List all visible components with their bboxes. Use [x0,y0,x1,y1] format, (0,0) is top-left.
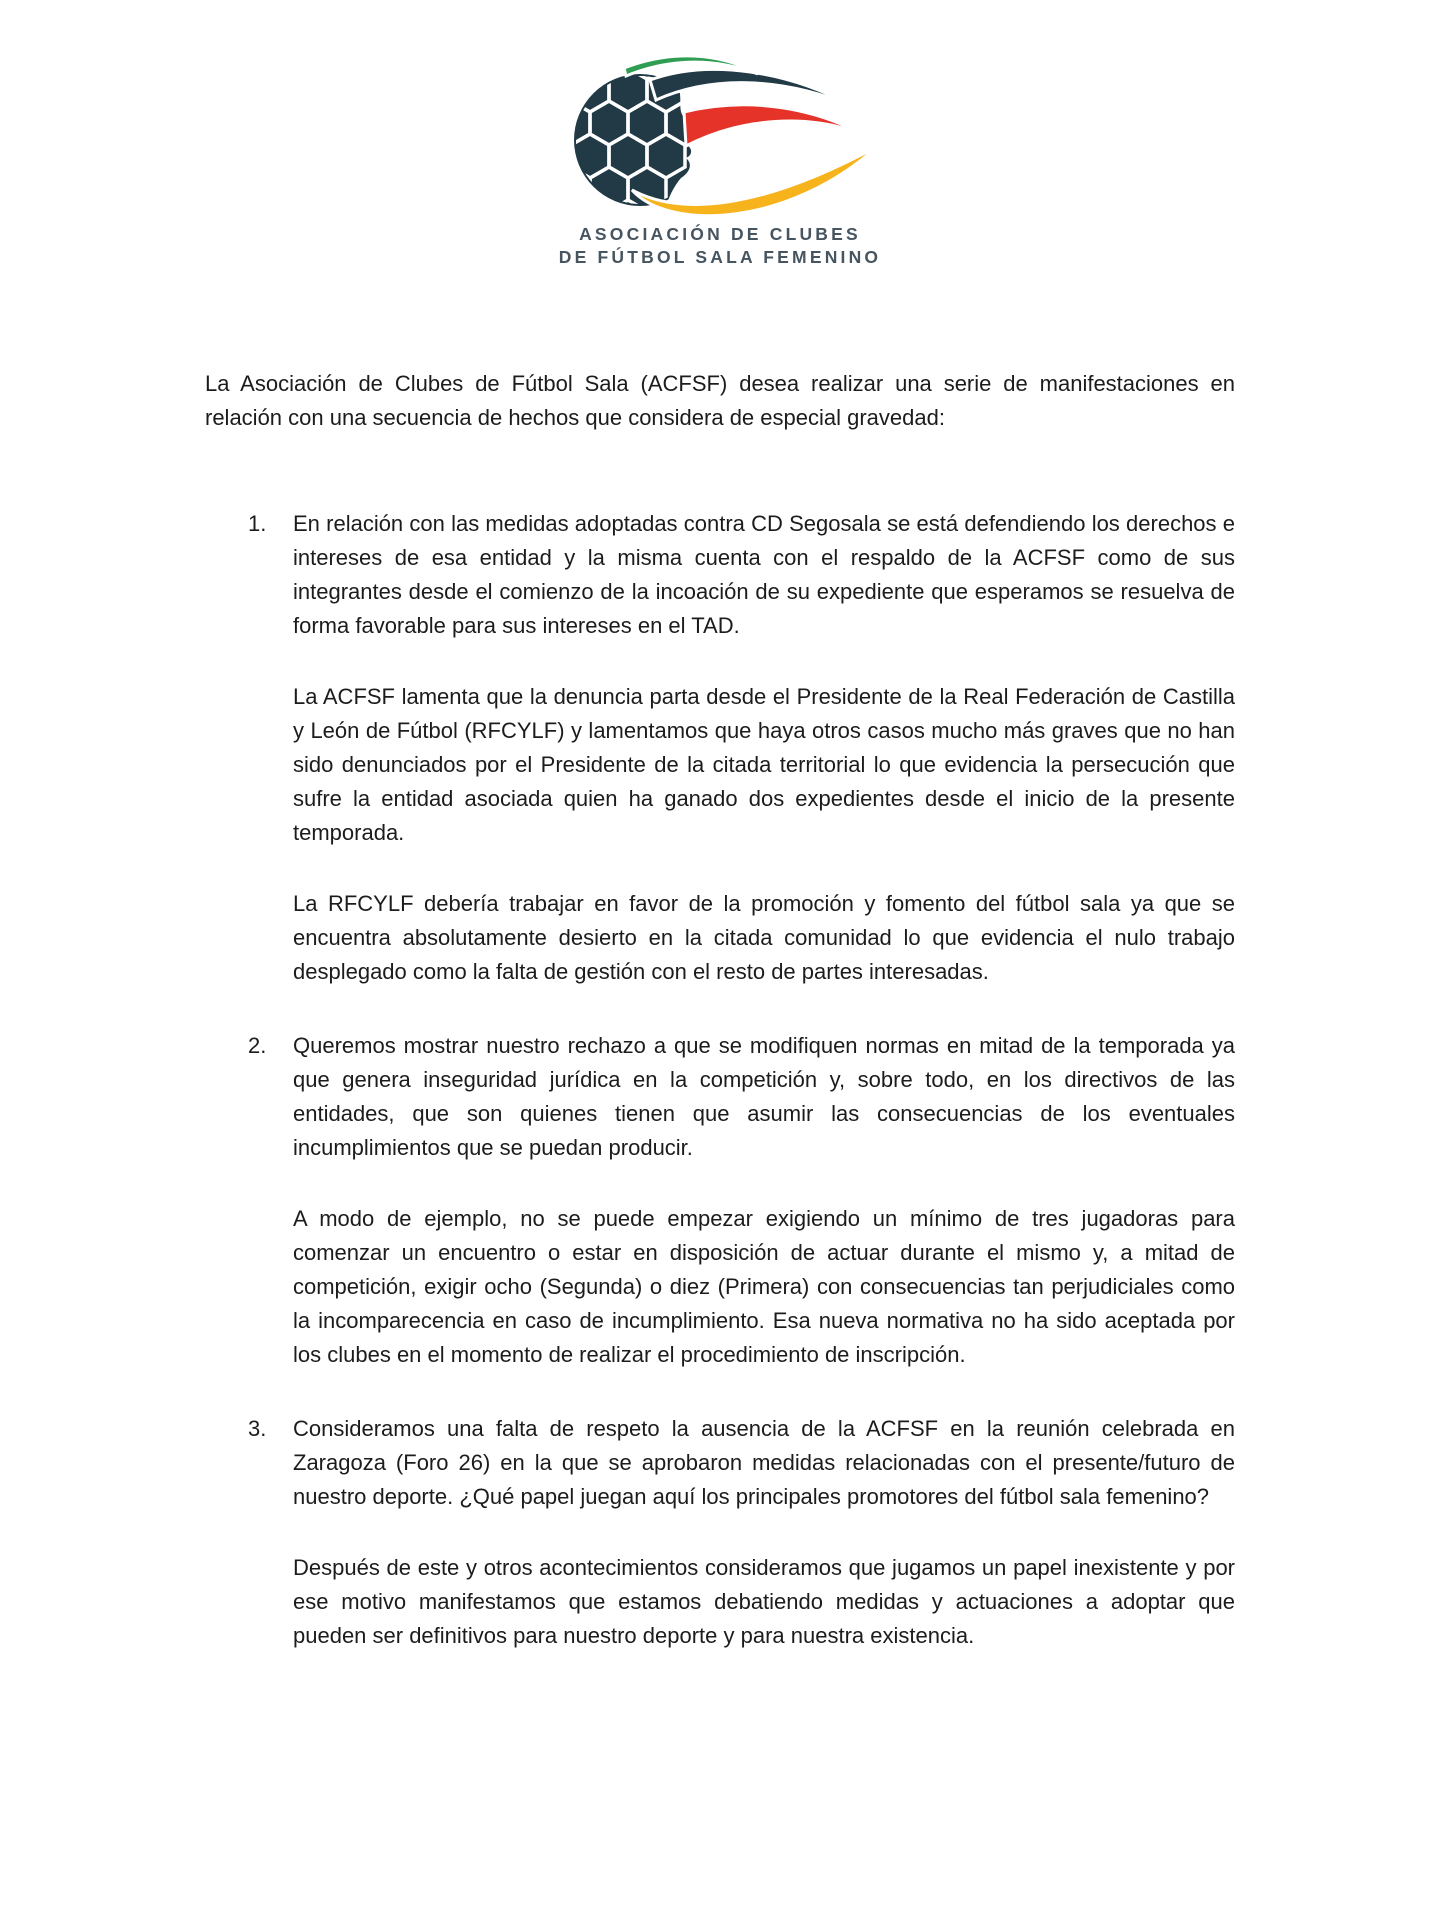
logo-caption-line2: DE FÚTBOL SALA FEMENINO [558,247,882,267]
list-item-2-number: 2. [248,1033,267,1058]
list-item-3 [205,1412,1235,1653]
paragraph: Consideramos una falta de respeto la ausencia de la ACFSF en la reunión celebrada en Zaragoza (Foro 26) en la que se aprobaron medidas relacionadas con el presente/futuro de nuestro deporte. ¿Qué papel juegan aquí los principales promotores del fútbol sala femenino? [293,1416,1235,1509]
logo-caption-line1: ASOCIACIÓN DE CLUBES [579,224,861,244]
swoosh-red [684,105,866,146]
logo-caption [0,223,1440,269]
paragraph: En relación con las medidas adoptadas contra CD Segosala se está defendiendo los derechos e intereses de esa entidad y la misma cuenta con el respaldo de la ACFSF como de sus integrantes desde el comienzo de la incoación de su expediente que esperamos se resuelva de forma favorable para sus intereses en el TAD. [293,511,1235,638]
paragraph: La ACFSF lamenta que la denuncia parta desde el Presidente de la Real Federación de Castilla y León de Fútbol (RFCYLF) y lamentamos que haya otros casos mucho más graves que no han sido denunciados por el Presidente de la citada territorial lo que evidencia la persecución que sufre la entidad asociada quien ha ganado dos expedientes desde el inicio de la presente temporada. [293,684,1235,845]
list-item-2 [205,1029,1235,1372]
letterhead [0,0,1440,269]
list-item-1-number: 1. [248,511,267,536]
numbered-list [205,507,1235,1653]
paragraph: Queremos mostrar nuestro rechazo a que se modifiquen normas en mitad de la temporada ya que genera inseguridad jurídica en la competición y, sobre todo, en los directivos de las entidades, que son quienes tienen que asumir las consecuencias de los eventuales incumplimientos que se puedan producir. [293,1033,1235,1160]
paragraph: A modo de ejemplo, no se puede empezar exigiendo un mínimo de tres jugadoras para comenzar un encuentro o estar en disposición de actuar durante el mismo y, a mitad de competición, exigir ocho (Segunda) o diez (Primera) con consecuencias tan perjudiciales como la incomparecencia en caso de incumplimiento. Esa nueva normativa no ha sido aceptada por los clubes en el momento de realizar el procedimiento de inscripción. [293,1206,1235,1367]
acfsf-logo-icon [559,50,881,218]
paragraph: Después de este y otros acontecimientos consideramos que jugamos un papel inexistente y por ese motivo manifestamos que estamos debatiendo medidas y actuaciones a adoptar que pueden ser definitivos para nuestro deporte y para nuestra existencia. [293,1555,1235,1648]
list-item-3-number: 3. [248,1416,267,1441]
document-body [205,367,1235,1653]
intro-paragraph: La Asociación de Clubes de Fútbol Sala (ACFSF) desea realizar una serie de manifestaciones en relación con una secuencia de hechos que considera de especial gravedad: [205,371,1235,430]
list-item-1 [205,507,1235,989]
paragraph: La RFCYLF debería trabajar en favor de la promoción y fomento del fútbol sala ya que se encuentra absolutamente desierto en la citada comunidad lo que evidencia el nulo trabajo desplegado como la falta de gestión con el resto de partes interesadas. [293,891,1235,984]
